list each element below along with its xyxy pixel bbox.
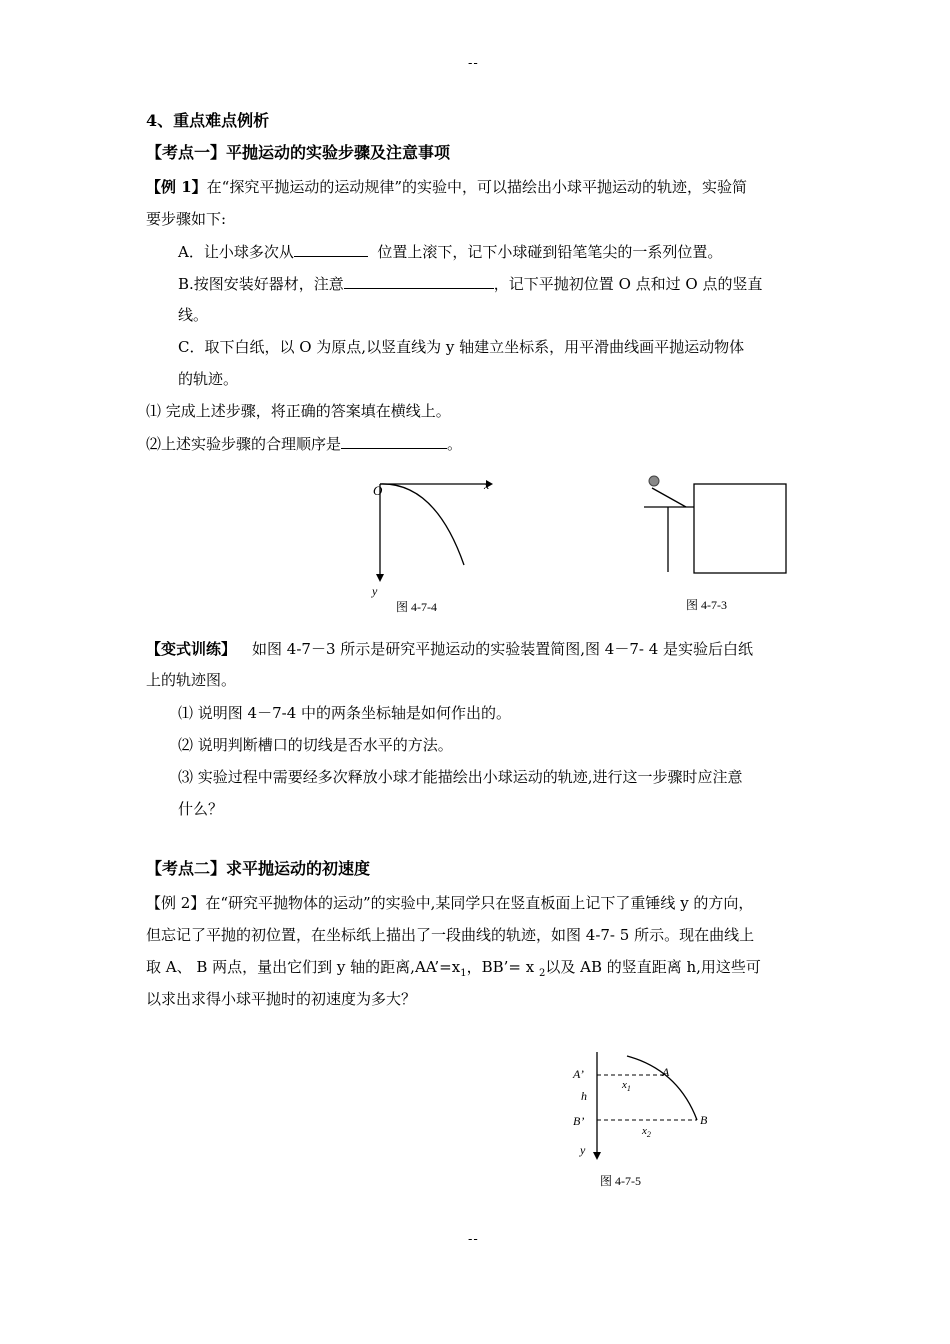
- variant-q2: ⑵ 说明判断槽口的切线是否水平的方法。: [178, 736, 453, 754]
- variant-text: 如图 4-7－3 所示是研究平抛运动的实验装置简图,图 4－7- 4 是实验后白纸: [252, 640, 754, 658]
- keypoint-1-title: 平抛运动的实验步骤及注意事项: [226, 143, 451, 162]
- example-2-line3-a: 取 A、 B 两点，量出它们到 y 轴的距离,AA’=x: [146, 958, 461, 976]
- figure-4-7-5-caption: 图 4-7-5: [600, 1174, 641, 1188]
- step-a-text: A．让小球多次从: [178, 243, 294, 261]
- example-2-line2: 但忘记了平抛的初位置，在坐标纸上描出了一段曲线的轨迹，如图 4-7- 5 所示。现在曲线上: [146, 926, 755, 944]
- x2-subscript: 2: [538, 968, 546, 979]
- question-2-text: ⑵上述实验步骤的合理顺序是: [146, 435, 342, 453]
- step-b-text: B.按图安装好器材，注意: [178, 275, 344, 293]
- keypoint-2-heading: [146, 856, 370, 879]
- y-label: y: [580, 1143, 586, 1157]
- a-prime-label: A’: [573, 1067, 584, 1081]
- example-1-intro-line2: 要步骤如下:: [146, 210, 227, 228]
- example-1-intro-line1: [146, 177, 747, 197]
- keypoint-1-heading: [146, 140, 450, 163]
- section-title: 4、重点难点例析: [146, 111, 270, 130]
- x-label: x: [484, 478, 490, 492]
- example-2-line4: 以求出求得小球平抛时的初速度为多大？: [146, 990, 417, 1008]
- example-2-line3-c: 以及 AB 的竖直距离 h,用这些可: [545, 958, 761, 976]
- x1-label: $x_1$: [622, 1079, 631, 1093]
- origin-label: O: [373, 483, 383, 498]
- step-b-line2: 线。: [178, 306, 209, 324]
- example-2-text: 在“研究平抛物体的运动”的实验中,某同学只在竖直板面上记下了重锤线 y 的方向，: [205, 894, 754, 912]
- h-label: h: [581, 1089, 587, 1103]
- y-label: y: [372, 584, 378, 598]
- figure-4-7-4-caption: 图 4-7-4: [396, 600, 437, 614]
- figure-4-7-5: [566, 1048, 726, 1168]
- ball-icon: [649, 476, 659, 486]
- variant-q3-line2: 什么？: [178, 800, 224, 818]
- figure-4-7-3-caption: 图 4-7-3: [686, 598, 727, 612]
- a-label: A: [662, 1065, 670, 1079]
- x1-subscript: 1: [460, 968, 467, 979]
- x2-label: $x_2$: [642, 1125, 651, 1139]
- keypoint-2-title: 求平抛运动的初速度: [226, 859, 371, 878]
- step-b-text-end: ，记下平抛初位置 O 点和过 O 点的竖直: [493, 275, 763, 293]
- example-2-line3: [146, 957, 761, 984]
- trajectory-curve: [380, 484, 464, 565]
- step-b-blank[interactable]: [344, 273, 494, 289]
- question-2: [146, 433, 462, 454]
- variant-line1: [146, 639, 753, 659]
- variant-line2: 上的轨迹图。: [146, 671, 237, 689]
- question-2-end: 。: [447, 435, 463, 453]
- slide-track: [652, 488, 686, 507]
- example-2-line3-b: ，BB’= x: [466, 958, 539, 976]
- example-2-tag: 【例 2】: [146, 894, 206, 912]
- figure-4-7-3: [636, 470, 796, 580]
- question-1: ⑴ 完成上述步骤，将正确的答案填在横线上。: [146, 402, 451, 420]
- y-axis-arrow-icon: [593, 1152, 601, 1160]
- example-2-line1: [146, 893, 753, 913]
- variant-q1: ⑴ 说明图 4－7-4 中的两条坐标轴是如何作出的。: [178, 704, 512, 722]
- header-mark: --: [468, 56, 479, 71]
- variant-q3-line1: ⑶ 实验过程中需要经多次释放小球才能描绘出小球运动的轨迹,进行这一步骤时应注意: [178, 768, 743, 786]
- step-c-line1: C．取下白纸，以 O 为原点,以竖直线为 y 轴建立坐标系，用平滑曲线画平抛运动物体: [178, 338, 745, 356]
- b-label: B: [700, 1113, 708, 1127]
- example-1-intro-text: 在“探究平抛运动的运动规律”的实验中，可以描绘出小球平抛运动的轨迹，实验简: [206, 178, 748, 196]
- y-axis-arrow-icon: [376, 574, 384, 582]
- step-a-text-end: 位置上滚下，记下小球碰到铅笔笔尖的一系列位置。: [377, 243, 723, 261]
- b-prime-label: B’: [573, 1114, 585, 1128]
- keypoint-1-bracket: 【考点一】: [146, 143, 227, 162]
- order-blank[interactable]: [341, 433, 447, 449]
- keypoint-2-bracket: 【考点二】: [146, 859, 227, 878]
- step-a: [178, 241, 722, 262]
- step-a-blank[interactable]: [294, 241, 368, 257]
- footer-mark: --: [468, 1232, 479, 1247]
- step-b: [178, 273, 762, 294]
- board: [694, 484, 786, 573]
- step-c-line2: 的轨迹。: [178, 370, 239, 388]
- example-1-tag: 【例 1】: [146, 178, 207, 196]
- variant-tag: 【变式训练】: [146, 640, 237, 658]
